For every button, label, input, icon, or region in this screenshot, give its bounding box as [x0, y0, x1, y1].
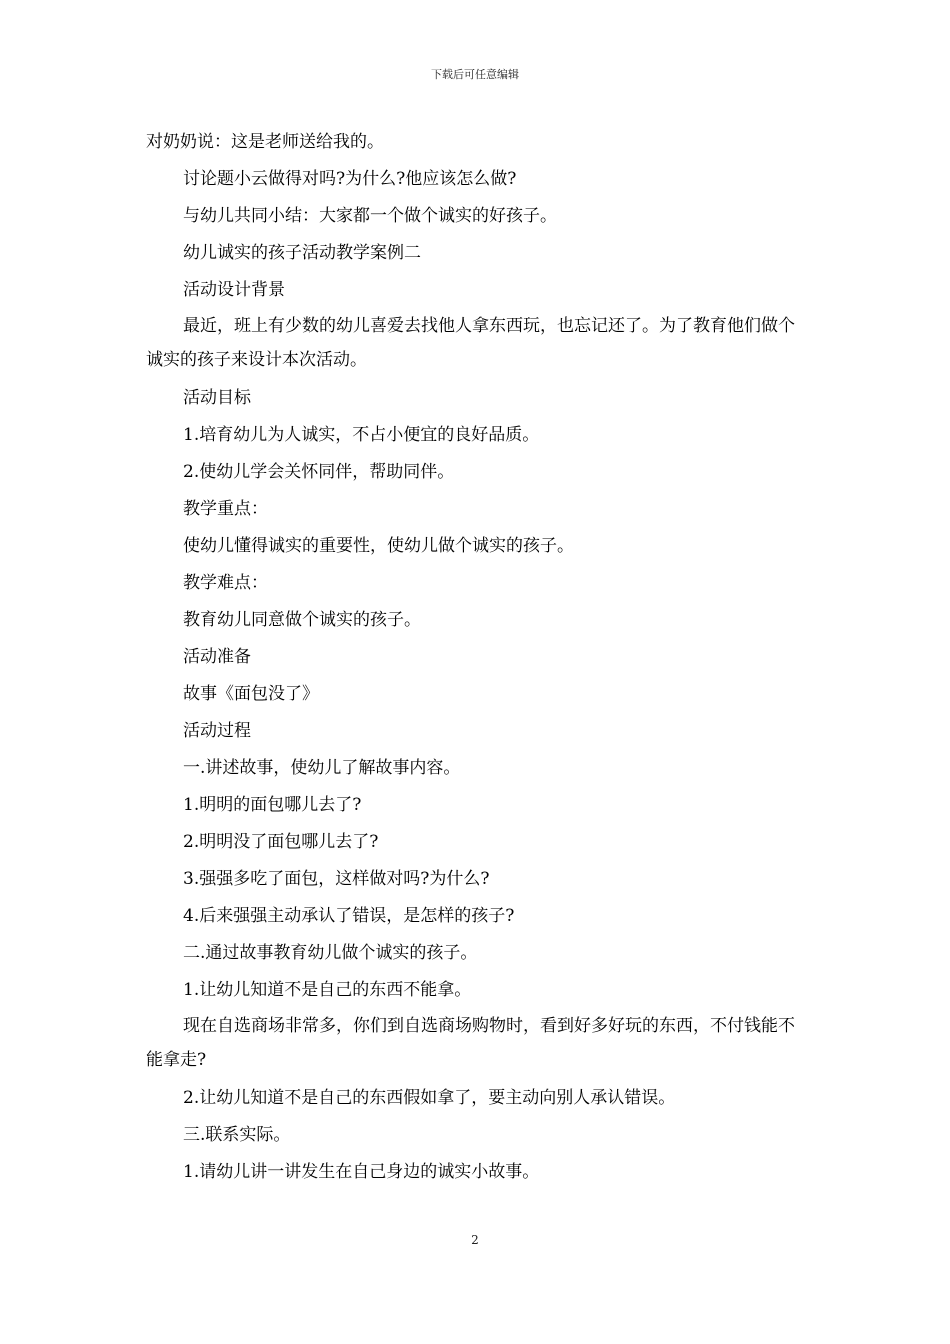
section-heading: 活动设计背景 — [183, 280, 285, 300]
paragraph: 与幼儿共同小结：大家都一个做个诚实的好孩子。 — [183, 206, 557, 226]
list-item: 1.培育幼儿为人诚实，不占小便宜的良好品质。 — [183, 425, 540, 445]
section-heading: 活动过程 — [183, 721, 251, 741]
section-title: 幼儿诚实的孩子活动教学案例二 — [183, 243, 421, 263]
list-item: 三.联系实际。 — [183, 1125, 291, 1145]
paragraph: 故事《面包没了》 — [183, 684, 319, 704]
paragraph: 使幼儿懂得诚实的重要性，使幼儿做个诚实的孩子。 — [183, 536, 574, 556]
page-number: 2 — [471, 1233, 479, 1247]
paragraph: 对奶奶说：这是老师送给我的。 — [146, 132, 384, 152]
paragraph: 最近，班上有少数的幼儿喜爱去找他人拿东西玩，也忘记还了。为了教育他们做个诚实的孩子来设计本次活动。 — [146, 316, 795, 370]
document-body — [146, 124, 811, 1191]
list-item: 1.明明的面包哪儿去了? — [183, 795, 362, 815]
paragraph: 讨论题小云做得对吗?为什么?他应该怎么做? — [183, 169, 517, 189]
list-item: 1.请幼儿讲一讲发生在自己身边的诚实小故事。 — [183, 1162, 540, 1182]
section-heading: 活动目标 — [183, 388, 251, 408]
section-heading: 教学重点： — [183, 499, 268, 519]
list-item: 1.让幼儿知道不是自己的东西不能拿。 — [183, 980, 472, 1000]
list-item: 一.讲述故事，使幼儿了解故事内容。 — [183, 758, 461, 778]
page-header: 下载后可任意编辑 — [431, 68, 519, 81]
section-heading: 活动准备 — [183, 647, 251, 667]
paragraph: 教育幼儿同意做个诚实的孩子。 — [183, 610, 421, 630]
list-item: 2.使幼儿学会关怀同伴，帮助同伴。 — [183, 462, 455, 482]
section-heading: 教学难点： — [183, 573, 268, 593]
list-item: 二.通过故事教育幼儿做个诚实的孩子。 — [183, 943, 478, 963]
list-item: 4.后来强强主动承认了错误，是怎样的孩子? — [183, 906, 515, 926]
list-item: 3.强强多吃了面包，这样做对吗?为什么? — [183, 869, 490, 889]
paragraph: 现在自选商场非常多，你们到自选商场购物时，看到好多好玩的东西，不付钱能不能拿走? — [146, 1016, 795, 1070]
list-item: 2.让幼儿知道不是自己的东西假如拿了，要主动向别人承认错误。 — [183, 1088, 676, 1108]
list-item: 2.明明没了面包哪儿去了? — [183, 832, 379, 852]
